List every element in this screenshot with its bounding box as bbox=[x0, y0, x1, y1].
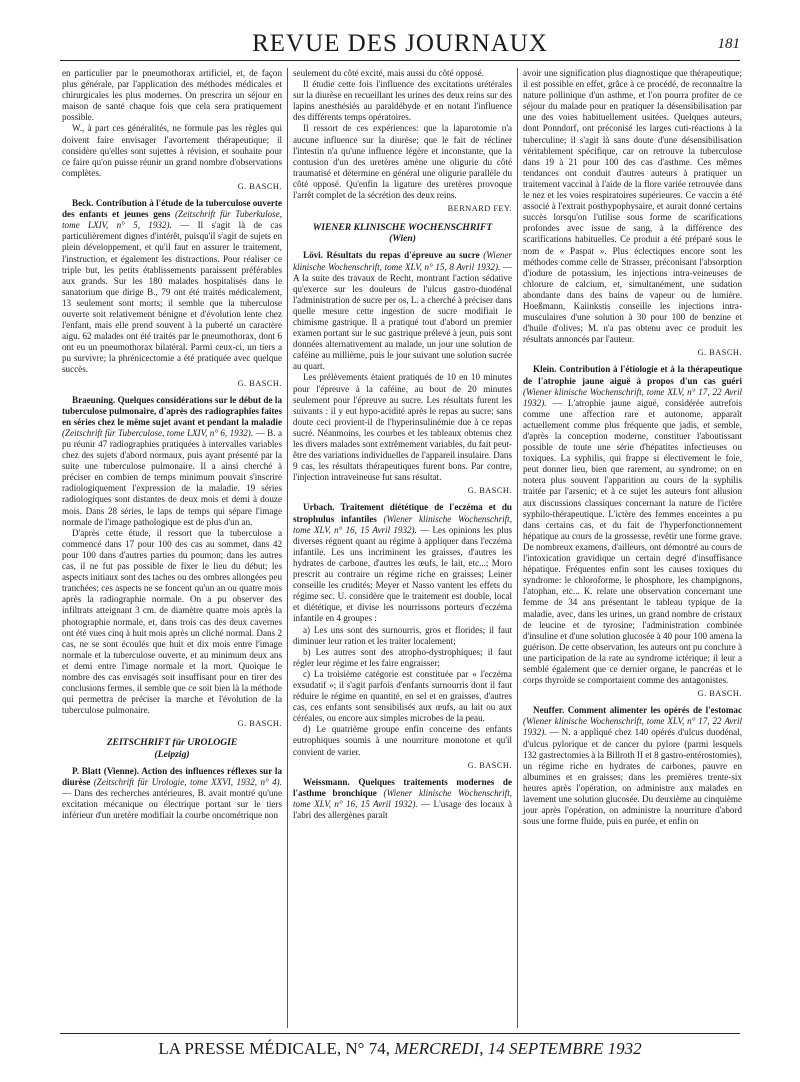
list-item: c) La troisième catégorie est constituée par « l'eczéma exsudatif »; il s'agit parfois d'enfants surnourris dont il faut réduire le régime en quantité, en sel et en graisses, d'autres cas, ces enfants sont sensibilisés aux œufs, au lait ou aux céréales, ou encore aux simples microbes de la peau. bbox=[293, 668, 512, 724]
article-beck bbox=[62, 198, 282, 389]
section-subtitle: (Wien) bbox=[389, 233, 416, 245]
article-title: P. Blatt (Vienne). Action des influences réflexes sur la diurèse bbox=[62, 765, 282, 787]
paragraph: avoir une signification plus diagnostique que thérapeutique; il est possible en effet, grâce à ce procédé, de reconnaître la nature pollinique d'un asthme, et l'on pourra profiter de ce séjour du malade pour en pratiquer la désensibilisation par une des voies habituellement usitées. Quelques auteurs, dont Ponndorf, ont préconisé les larges cuti-réactions à la tuberculine; il s'agit là sans doute d'une désensibilisation véritablement spécifique, car on retrouve la tuberculose dans 19 à 21 pour 100 des cas d'asthme. Ces mêmes tendances ont conduit d'autres auteurs à pratiquer un traitement vaccinal à l'aide de la flore variée retrouvée dans le nez et les voies respiratoires supérieures. Ce vaccin a été associé à l'extrait posthypophysaire, et aurait donné certains succès lorsqu'on l'utilise sous forme de scarifications profondes avec issue de sang, à la différence des scarifications habituelles. Ce produit a été préparé sous le nom de « Paspat ». Plus éclectiques encore sont les méthodes comme celle de Strasser, préconisant l'absorption d'iodure de potassium, les injections intra-veineuses de chlorure de calcium, et, simultanément, une sudation abondante dans des bains de vapeur ou de lumière. Hoeßmann, Kaiinkstis conseille les injections intra-musculaires d'une solution à 30 pour 100 de benzine et d'huile d'olives; M. n'a pas obtenu avec ce produit les résultats annoncés par l'auteur. bbox=[523, 68, 742, 345]
article-title: Urbach. Traitement diététique de l'eczéma et du strophulus infantiles bbox=[293, 502, 512, 524]
article-title: Beck. Contribution à l'étude de la tuberculose ouverte des enfants et jeunes gens bbox=[62, 198, 282, 220]
article-citation: (Wiener klinische Wochenschrift, tome XLV, n° 16, 15 Avril 1932). bbox=[293, 513, 512, 535]
column-2 bbox=[287, 68, 517, 1028]
signature: BERNARD FEY. bbox=[447, 204, 512, 214]
section-subtitle: (Leipzig) bbox=[154, 748, 190, 760]
section-title: ZEITSCHRIFT für UROLOGIE bbox=[106, 737, 238, 749]
paragraph: en particulier par le pneumothorax artificiel, et, de façon plus générale, par l'application des méthodes médicales et chirurgicales les plus modernes. On prescrira un séjour en maison de santé chaque fois que cela sera pratiquement possible. bbox=[62, 68, 282, 123]
list-item: d) Le quatrième groupe enfin concerne des enfants eutrophiques soumis à une nourriture monotone et qu'il convient de varier. bbox=[293, 724, 512, 757]
footer-rule bbox=[60, 1033, 740, 1034]
article-blatt bbox=[62, 766, 282, 821]
article-citation: (Wiener klinische Wochenschrift, tome XLV, n° 16, 15 Avril 1932). bbox=[293, 787, 513, 809]
journal-issue: LA PRESSE MÉDICALE, N° 74, bbox=[158, 1039, 390, 1058]
signature: G. BASCH. bbox=[237, 181, 282, 191]
signature: G. BASCH. bbox=[237, 719, 282, 729]
article-columns bbox=[57, 68, 749, 1028]
article-body: — Les opinions les plus diverses régnent quant au régime à appliquer dans l'eczéma infantile. Les uns incriminent les graisses, d'autres les hydrates de carbone, d'autres les œufs, le lait, etc...; Moro prescrit au contraire un régime riche en graisses; Leiner conseille les crudités; Meyer et Nasso vantent les effets du régime sec. U. considère que le traitement est double, local et diététique, et divise les nourrissons porteurs d'eczéma infantile en 4 groupes : bbox=[293, 524, 512, 624]
article-body: — N. a appliqué chez 140 opérés d'ulcus duodénal, d'ulcus pylorique et de cancer du pylore (parmi lesquels 132 gastrectomies à la Billroth II et 8 gastro-entérostomies), un régime riche en hydrates de carbones, pauvre en albumines et en graisses; dans les premières trente-six heures après l'opération, on administre aux malades en lavement une solution glucosée. Du deuxième au cinquième jour après l'opération, on administre la nourriture d'abord sous une forme fluide, puis en purée, et enfin on bbox=[523, 727, 742, 827]
article-body: — Dans des recherches antérieures, B. avait montré qu'une excitation mécanique ou électrique portant sur le tiers inférieur d'un uretère modifiait la courbe oncométrique non bbox=[62, 787, 282, 820]
list-item: b) Les autres sont des atropho-dystrophiques; il faut régler leur régime et les faire engraisser; bbox=[293, 646, 512, 668]
article-body: — A la suite des travaux de Recht, montrant l'action sédative qu'exerce sur les douleurs de l'ulcus gastro-duodénal l'administration de sucre per os, L. a cherché à préciser dans quelle mesure cette ingestion de sucre modifiait le chimisme gastrique. Il a pratiqué tout d'abord un premier examen portant sur le suc gastrique prélevé à jeun, puis sont données alternativement au malade, un jour une solution de caféine au millième, puis le jour suivant une solution sucrée au quart. bbox=[293, 261, 512, 372]
column-1 bbox=[57, 68, 287, 1028]
article-title: Lövi. Résultats du repas d'épreuve au sucre bbox=[303, 250, 480, 261]
page-title: REVUE DES JOURNAUX bbox=[252, 30, 548, 57]
article-body: — L'usage des locaux à l'abri des allergènes paraît bbox=[293, 798, 512, 820]
article-body: — Il s'agit là de cas particulièrement dignes d'intérêt, puisqu'il s'agit de sujets en plein développement, et qu'il faut en assurer le traitement, l'instruction, et également les distractions. Pour réaliser ce triple but, les petits établissements paraissent préférables aux grands. Sur les 180 malades hospitalisés dans le sanatorium que dirige B., 79 ont été traités médicalement, 13 seulement sont morts; il semble que la tuberculose ouverte soit relativement bénigne et d'évolution lente chez l'enfant, mais elle prend souvent à la puberté un caractère aigu. 62 malades ont été traités par le pneumothorax, dont 6 ont eu un pneumothorax bilatéral. Parmi ceux-ci, un tiers a pu survivre; la phrénicectomie a été pratiquée avec quelque succès. bbox=[62, 220, 283, 375]
paragraph: seulement du côté excité, mais aussi du côté opposé. bbox=[293, 68, 484, 78]
article-citation: (Zeitschrift für Urologie, tome XXVI, 1932, n° 4). bbox=[93, 776, 282, 787]
article-title: Braeuning. Quelques considérations sur le début de la tuberculose pulmonaire, d'après des radiographies faites en séries chez le même sujet avant et pendant la maladie bbox=[62, 394, 282, 427]
page-footer bbox=[60, 1033, 740, 1063]
article-klein bbox=[523, 364, 742, 699]
article-citation: (Wiener klinische Wochenschrift, tome XLV, n° 15, 8 Avril 1932). bbox=[293, 250, 512, 272]
signature: G. BASCH. bbox=[467, 486, 512, 496]
article-citation: (Zeitschrift für Tuberculose, tome LXIV, n° 6, 1932). bbox=[62, 427, 254, 438]
article-urbach bbox=[293, 502, 512, 770]
page-number: 181 bbox=[717, 36, 740, 52]
article-title: Weissmann. Quelques traitements modernes de l'asthme bronchique bbox=[293, 776, 512, 798]
paragraph: Il ressort de ces expériences: que la laparotomie n'a aucune influence sur la diurèse; que le fait de récliner l'intestin n'a qu'une influence légère et inconstante, que la contusion d'un des uretères amène une oligurie du côté traumatisé et détermine en général une oligurie parallèle du côté opposé. Qu'enfin la ligature des uretères provoque l'arrêt complet de la sécrétion des deux reins. bbox=[293, 123, 512, 201]
list-item: a) Les uns sont des surnourris, gros et florides; il faut diminuer leur ration et les traiter localement; bbox=[293, 624, 512, 646]
signature: G. BASCH. bbox=[237, 378, 282, 388]
article-braeuning bbox=[62, 395, 282, 730]
article-citation: (Wiener klinische Wochenschrift, tome XLV, n° 17, 22 Avril 1932). bbox=[523, 386, 742, 408]
page-header bbox=[60, 30, 740, 60]
header-rule bbox=[60, 60, 740, 61]
article-neuffer bbox=[523, 705, 742, 827]
signature: G. BASCH. bbox=[697, 689, 742, 699]
article-citation: (Wiener klinische Wochenschrift, tome XLV, n° 17, 22 Avril 1932). bbox=[523, 716, 742, 738]
paragraph: Les prélèvements étaient pratiqués de 10 en 10 minutes pour l'épreuve à la caféine, au bout de 20 minutes seulement pour l'épreuve au sucre. Les résultats furent les suivants : il y eut hypo-acidité après le repas au sucre; sans doute ceci provient-il de l'hyperinsulinémie due à ce repas sucré. Néanmoins, les courbes et les tableaux obtenus chez les divers malades sont extrêmement variables, du fait peut-être des variations individuelles de l'appareil insulaire. Dans 9 cas, les résultats thérapeutiques furent bons. Par contre, l'injection intraveineuse fut sans résultat. bbox=[293, 372, 512, 483]
issue-date: MERCREDI, 14 SEPTEMBRE 1932 bbox=[394, 1039, 642, 1058]
signature: G. BASCH. bbox=[697, 348, 742, 358]
article-body: — B. a pu réunir 47 radiographies pratiquées à intervalles variables chez des sujets d'abord normaux, puis ayant présenté par la suite une tuberculose pulmonaire. Il a ainsi cherché à préciser en combien de temps minimum pouvait s'inscrire radiologiquement l'expression de la maladie. 19 séries radiologiques sont distantes de deux mois et demi à douze mois. Dans 28 séries, le laps de temps qui sépare l'image normale de l'image pathologique est de plus d'un an. bbox=[62, 427, 282, 527]
paragraph: Il étudie cette fois l'influence des excitations urétérales sur la diurèse en recueillant les urines des deux reins sur des lapins anesthésiés au paraldéhyde et en notant l'influence des différents temps opératoires. bbox=[293, 79, 512, 123]
section-title: WIENER KLINISCHE WOCHENSCHRIFT bbox=[312, 222, 493, 234]
article-body: — L'atrophie jaune aiguë, considérée autrefois comme une affection rare et autonome, apparaît actuellement comme plus fréquente que jadis, et semble, d'après la conception moderne, constituer l'aboutissant possible de toute une série d'hépatites infectieuses ou toxiques. La syphilis, qui frappe si électivement le foie, peut donner lieu, bien que rarement, au syndrome; on en notera plus souvent l'apparition au cours de la syphilis traitée par l'arsenic; et à ce sujet les auteurs font allusion aux discussions classiques concernant la nature de l'ictère syphilo-thérapeutique. L'ictère des femmes enceintes a pu dans certains cas, et du fait de l'hyperfonctionnement hépatique au cours de la grossesse, revêtir une forme grave. De nombreux examens, d'ailleurs, ont démontré au cours de l'intoxication gravidique un certain degré d'insuffisance hépatique. Fréquentes enfin sont les causes toxiques du syndrome: le chloroforme, le phosphore, les champignons, l'atophan, etc... K. relate une observation concernant une femme de 34 ans présentant le tableau typique de la maladie, avec, dans les urines, un grand nombre de cristaux de leucine et de tyrosine; l'administration combinée d'insuline et d'une solution glucosée à 40 pour 100 amena la guérison. De cette observation, les auteurs ont pu conclure à une participation de la rate au syndrome ictérique; il leur a semblé également que ce dernier organe, le pancréas et le corps thyroïde se comportaient comme des antagonistes. bbox=[523, 397, 742, 686]
article-lovi bbox=[293, 250, 512, 496]
paragraph: D'après cette étude, il ressort que la tuberculose a commencé dans 17 pour 100 des cas au sommet, dans 42 pour 100 dans d'autres parties du poumon; dans les autres cas, il ne fut pas possible de fixer le lieu du début; les aspects initiaux sont des taches ou des ombres allongées peu tranchées; ces aspects ne se foncent qu'un an ou quatre mois après la radiographie normale. On a pu observer des infiltrats atteignant 3 cm. de diamètre quatre mois après la photographie normale, et, dans trois cas des deux cavernes ont été vues cinq à huit mois après un cliché normal. Dans 2 cas, ne se sont écoulés que huit et dix mois entre l'image normale et la tuberculose ouverte, et au minimum deux ans et demi entre l'image normale et la mort. Quoique le nombre des cas envisagés soit insuffisant pour en tirer des conclusions fermes, il semble que ce soit bien là la méthode qui permettra de préciser la marche et l'évolution de la tuberculose pulmonaire. bbox=[62, 527, 282, 716]
footer-text bbox=[60, 1039, 740, 1059]
article-title: Neuffer. Comment alimenter les opérés de l'estomac bbox=[533, 705, 742, 716]
article-citation: (Zeitschrift für Tuberkulose, tome LXIV, n° 5, 1932). bbox=[62, 209, 282, 231]
article-title: Klein. Contribution à l'étiologie et à la thérapeutique de l'atrophie jaune aiguë à propos d'un cas guéri bbox=[523, 364, 742, 386]
signature: G. BASCH. bbox=[467, 760, 512, 770]
paragraph: W., à part ces généralités, ne formule pas les règles qui doivent faire envisager l'avortement thérapeutique; il considère qu'elles sont sujettes à révision, et souhaite pour ce faire qu'on puisse réunir un grand nombre d'observations complètes. bbox=[62, 123, 282, 178]
column-3 bbox=[517, 68, 747, 1028]
article-weissmann bbox=[293, 777, 512, 821]
